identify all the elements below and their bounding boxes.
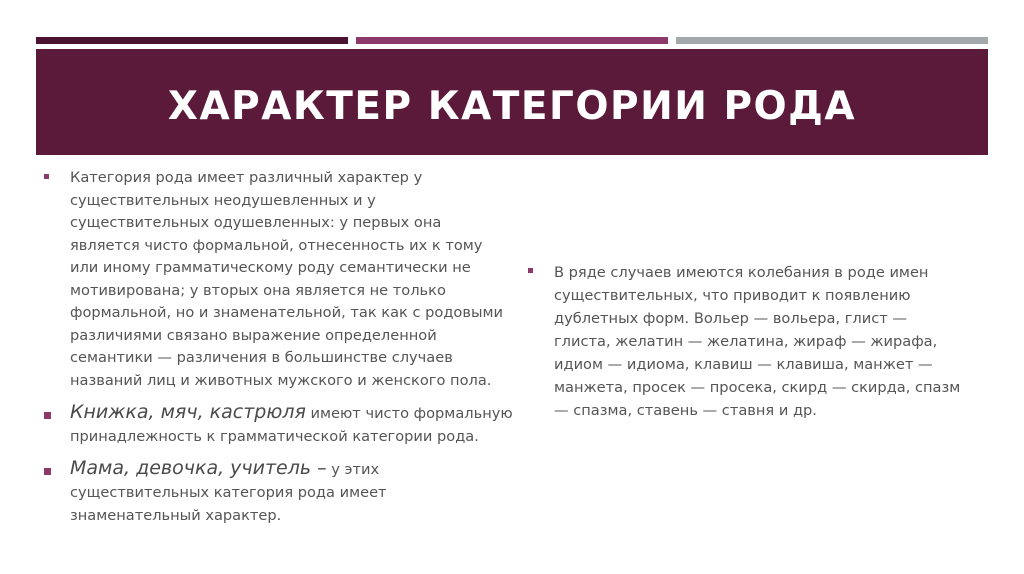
bullet-item (44, 457, 514, 527)
bullet-item (44, 167, 514, 392)
square-bullet-icon (44, 412, 51, 419)
title-band (36, 49, 988, 155)
bullet-text: В ряде случаев имеются колебания в роде имен существительных, что приводит к появлению дублетных форм. Вольер — вольера, глист — глиста, желатин — желатина, жираф — жирафа, идиом — идиома, клавиш — клавиша, манжет — манжета, просек — просека, скирд — скирда, спазм — спазма, ставень — ставня и др. (554, 264, 961, 419)
bullet-lead-example: Книжка, мяч, кастрюля (70, 401, 306, 423)
bullet-item (528, 261, 968, 422)
bullet-text: Категория рода имеет различный характер у существительных неодушевленных и у существительных одушевленных: у первых она является чисто формальной, отнесенность их к тому или иному грамматическому роду семантически не мотивирована; у вторых она является не только формальной, но и знаменательной, так как с родовыми различиями связано выражение определенной семантики — различения в большинстве случаев названий лиц и животных мужского и женского пола. (70, 169, 503, 389)
square-bullet-icon (44, 174, 49, 179)
top-accent-bar-gray (676, 37, 988, 44)
bullet-lead-example: Мама, девочка, учитель – (70, 457, 327, 479)
square-bullet-icon (528, 268, 533, 273)
top-accent-bar-dark (36, 37, 348, 44)
bullet-text: у этих существительных категория рода имеет знаменательный характер. (70, 461, 387, 524)
square-bullet-icon (44, 468, 51, 475)
slide-title: ХАРАКТЕР КАТЕГОРИИ РОДА (167, 83, 857, 129)
left-column (44, 167, 514, 536)
bullet-item (44, 401, 514, 448)
right-column (528, 261, 968, 431)
bullet-text: имеют чисто формальную принадлежность к грамматической категории рода. (70, 405, 513, 445)
top-accent-bar-purple (356, 37, 668, 44)
